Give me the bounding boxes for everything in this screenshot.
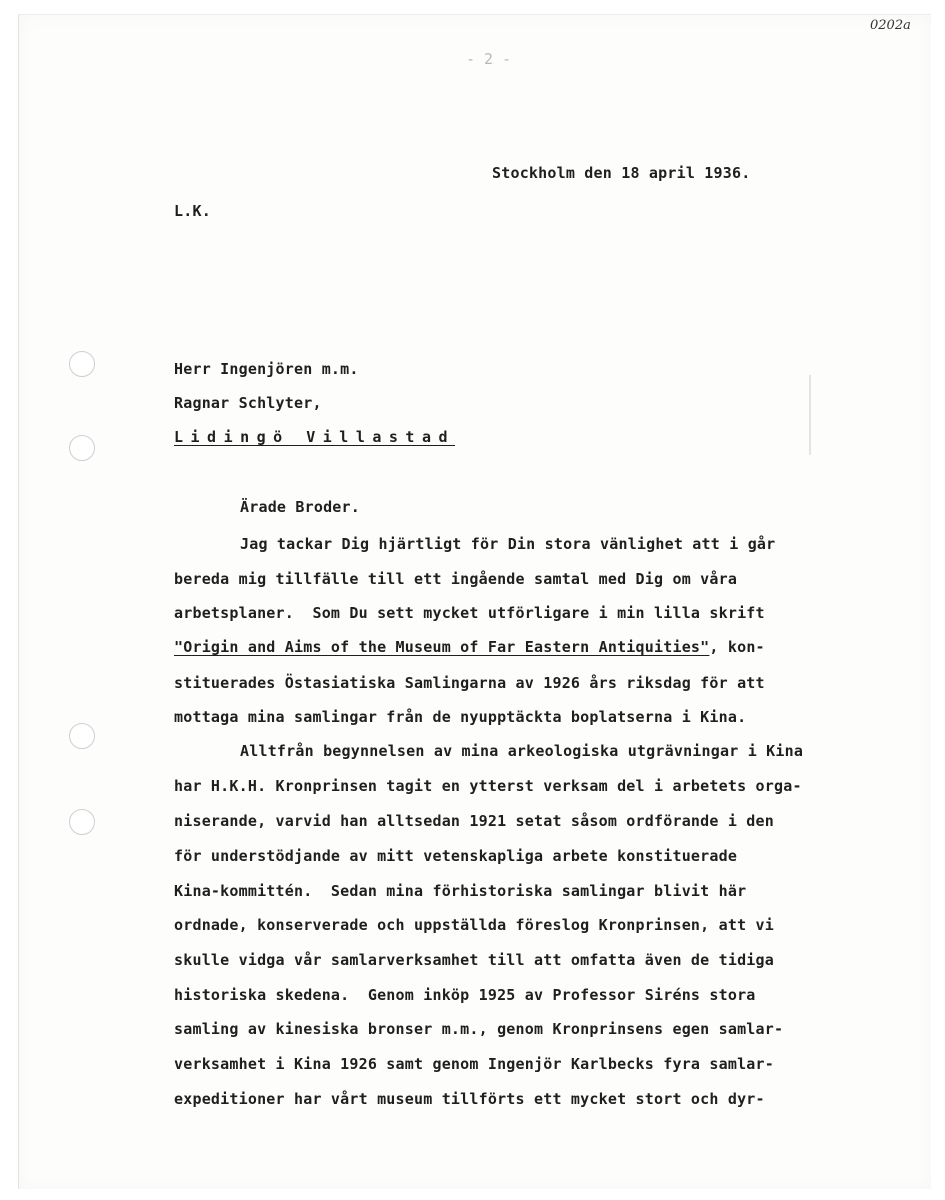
punch-hole <box>69 809 95 835</box>
body-line: stituerades Östasiatiska Samlingarna av 1926 års riksdag för att <box>174 674 765 692</box>
body-line-book-title <box>174 640 765 655</box>
body-line: arbetsplaner. Som Du sett mycket utförligare i min lilla skrift <box>174 604 765 622</box>
body-line: expeditioner har vårt museum tillförts ett mycket stort och dyr- <box>174 1090 765 1108</box>
body-line: verksamhet i Kina 1926 samt genom Ingenjör Karlbecks fyra samlar- <box>174 1055 774 1073</box>
body-line: för understödjande av mitt vetenskapliga arbete konstituerade <box>174 847 738 865</box>
punch-hole <box>69 435 95 461</box>
address-line-1: Herr Ingenjören m.m. <box>174 360 359 378</box>
punch-hole <box>69 723 95 749</box>
body-line: skulle vidga vår samlarverksamhet till att omfatta även de tidiga <box>174 951 774 969</box>
initials: L.K. <box>174 202 211 220</box>
body-line: har H.K.H. Kronprinsen tagit en ytterst verksam del i arbetets orga- <box>174 777 802 795</box>
body-line: Jag tackar Dig hjärtligt för Din stora vänlighet att i går <box>240 535 776 553</box>
letter-page <box>18 14 931 1189</box>
book-title: "Origin and Aims of the Museum of Far Eastern Antiquities" <box>174 638 710 656</box>
body-line: mottaga mina samlingar från de nyupptäckta boplatserna i Kina. <box>174 708 747 726</box>
address-line-2: Ragnar Schlyter, <box>174 394 322 412</box>
body-line: bereda mig tillfälle till ett ingående samtal med Dig om våra <box>174 570 738 588</box>
bleed-through-mark <box>809 375 811 455</box>
page-number: - 2 - <box>466 50 512 68</box>
body-line: niserande, varvid han alltsedan 1921 setat såsom ordförande i den <box>174 812 774 830</box>
date-line: Stockholm den 18 april 1936. <box>492 164 751 182</box>
body-line: historiska skedena. Genom inköp 1925 av Professor Siréns stora <box>174 986 756 1004</box>
book-title-rest: , kon- <box>709 638 765 656</box>
body-line: ordnade, konserverade och uppställda föreslog Kronprinsen, att vi <box>174 916 774 934</box>
body-line: Alltfrån begynnelsen av mina arkeologiska utgrävningar i Kina <box>240 742 804 760</box>
punch-hole <box>69 351 95 377</box>
address-line-3: Lidingö Villastad <box>174 428 456 446</box>
salutation: Ärade Broder. <box>240 498 360 516</box>
archive-number: 0202a <box>870 18 911 33</box>
body-line: Kina-kommittén. Sedan mina förhistoriska samlingar blivit här <box>174 882 747 900</box>
body-line: samling av kinesiska bronser m.m., genom Kronprinsens egen samlar- <box>174 1020 784 1038</box>
